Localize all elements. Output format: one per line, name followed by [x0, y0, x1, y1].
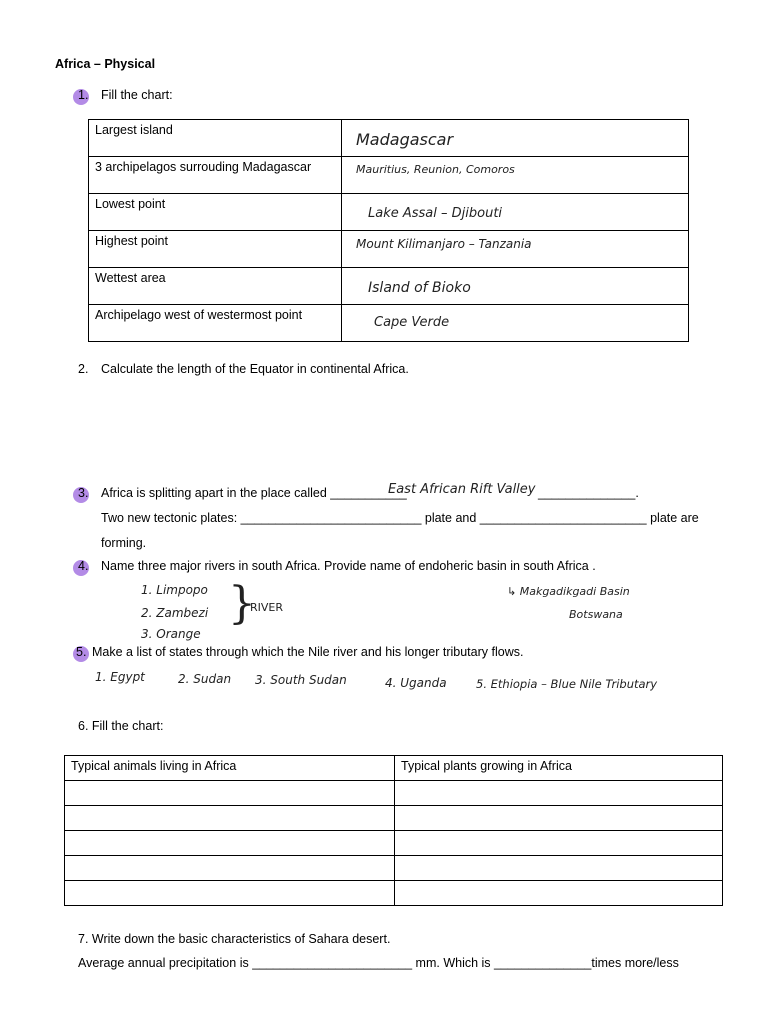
table-row: [65, 881, 723, 906]
basin-name: ↳ Makgadikgadi Basin: [507, 585, 630, 598]
table-cell: [395, 881, 723, 906]
row-label: Highest point: [95, 234, 168, 248]
table-row: [65, 781, 723, 806]
q3-line3: forming.: [101, 536, 147, 550]
row-answer: Island of Bioko: [368, 280, 471, 296]
q1-text: Fill the chart:: [101, 88, 173, 102]
basin-country: Botswana: [569, 608, 623, 621]
q3-line2: Two new tectonic plates: __________________________ plate and ________________________ plate are: [101, 511, 699, 525]
table-cell: [65, 881, 395, 906]
table-cell: [65, 856, 395, 881]
table-cell: [395, 781, 723, 806]
table-cell: [65, 831, 395, 856]
table-cell: [395, 856, 723, 881]
state-item: 4. Uganda: [385, 676, 447, 690]
q3-number: 3.: [78, 486, 89, 500]
q2-text: Calculate the length of the Equator in continental Africa.: [101, 362, 409, 376]
table-row: [89, 157, 689, 194]
column-header: Typical plants growing in Africa: [401, 759, 572, 773]
column-header: Typical animals living in Africa: [71, 759, 237, 773]
river-item: 2. Zambezi: [141, 606, 209, 620]
q3-answer: East African Rift Valley: [388, 482, 536, 497]
q5-text: Make a list of states through which the Nile river and his longer tributary flows.: [92, 645, 524, 659]
table-row: [65, 831, 723, 856]
row-label: Lowest point: [95, 197, 166, 211]
row-label: Archipelago west of westermost point: [95, 308, 303, 322]
brace-icon: }: [228, 578, 256, 629]
row-answer: Cape Verde: [374, 315, 450, 330]
q6-text: 6. Fill the chart:: [78, 719, 164, 733]
q7-line2: Average annual precipitation is _______________________ mm. Which is ______________times more/less: [78, 956, 679, 970]
row-answer: Madagascar: [356, 130, 454, 149]
q6-chart: [64, 755, 723, 906]
q2-number: 2.: [78, 362, 89, 376]
table-cell: [65, 781, 395, 806]
river-item: 3. Orange: [141, 627, 201, 641]
q1-chart: [88, 119, 689, 342]
table-row: [89, 231, 689, 268]
q3-line1-end: ______________.: [538, 486, 639, 500]
row-label: Largest island: [95, 123, 173, 137]
q1-number: 1.: [78, 88, 89, 102]
table-cell: [395, 831, 723, 856]
row-label: 3 archipelagos surrouding Madagascar: [95, 160, 312, 174]
q5-number: 5.: [76, 645, 87, 659]
table-row: [65, 756, 723, 781]
table-row: [89, 120, 689, 157]
table-row: [65, 806, 723, 831]
table-cell: [65, 806, 395, 831]
table-row: [89, 194, 689, 231]
q7-text: 7. Write down the basic characteristics of Sahara desert.: [78, 932, 391, 946]
row-answer: Lake Assal – Djibouti: [368, 206, 503, 221]
state-item: 2. Sudan: [178, 672, 232, 686]
q4-number: 4.: [78, 559, 89, 573]
table-row: [65, 856, 723, 881]
row-answer: Mount Kilimanjaro – Tanzania: [356, 237, 532, 251]
table-cell: [395, 806, 723, 831]
row-label: Wettest area: [95, 271, 166, 285]
row-answer: Mauritius, Reunion, Comoros: [356, 163, 515, 176]
state-item: 5. Ethiopia – Blue Nile Tributary: [476, 677, 658, 691]
q4-text: Name three major rivers in south Africa. Provide name of endoheric basin in south Africa .: [101, 559, 596, 573]
state-item: 1. Egypt: [95, 670, 145, 684]
river-label: RIVER: [250, 601, 284, 614]
q3-line1-start: Africa is splitting apart in the place called ___________: [101, 486, 407, 500]
table-row: [89, 305, 689, 342]
page-title: Africa – Physical: [55, 57, 156, 71]
table-row: [89, 268, 689, 305]
river-item: 1. Limpopo: [141, 583, 208, 597]
state-item: 3. South Sudan: [255, 673, 347, 687]
